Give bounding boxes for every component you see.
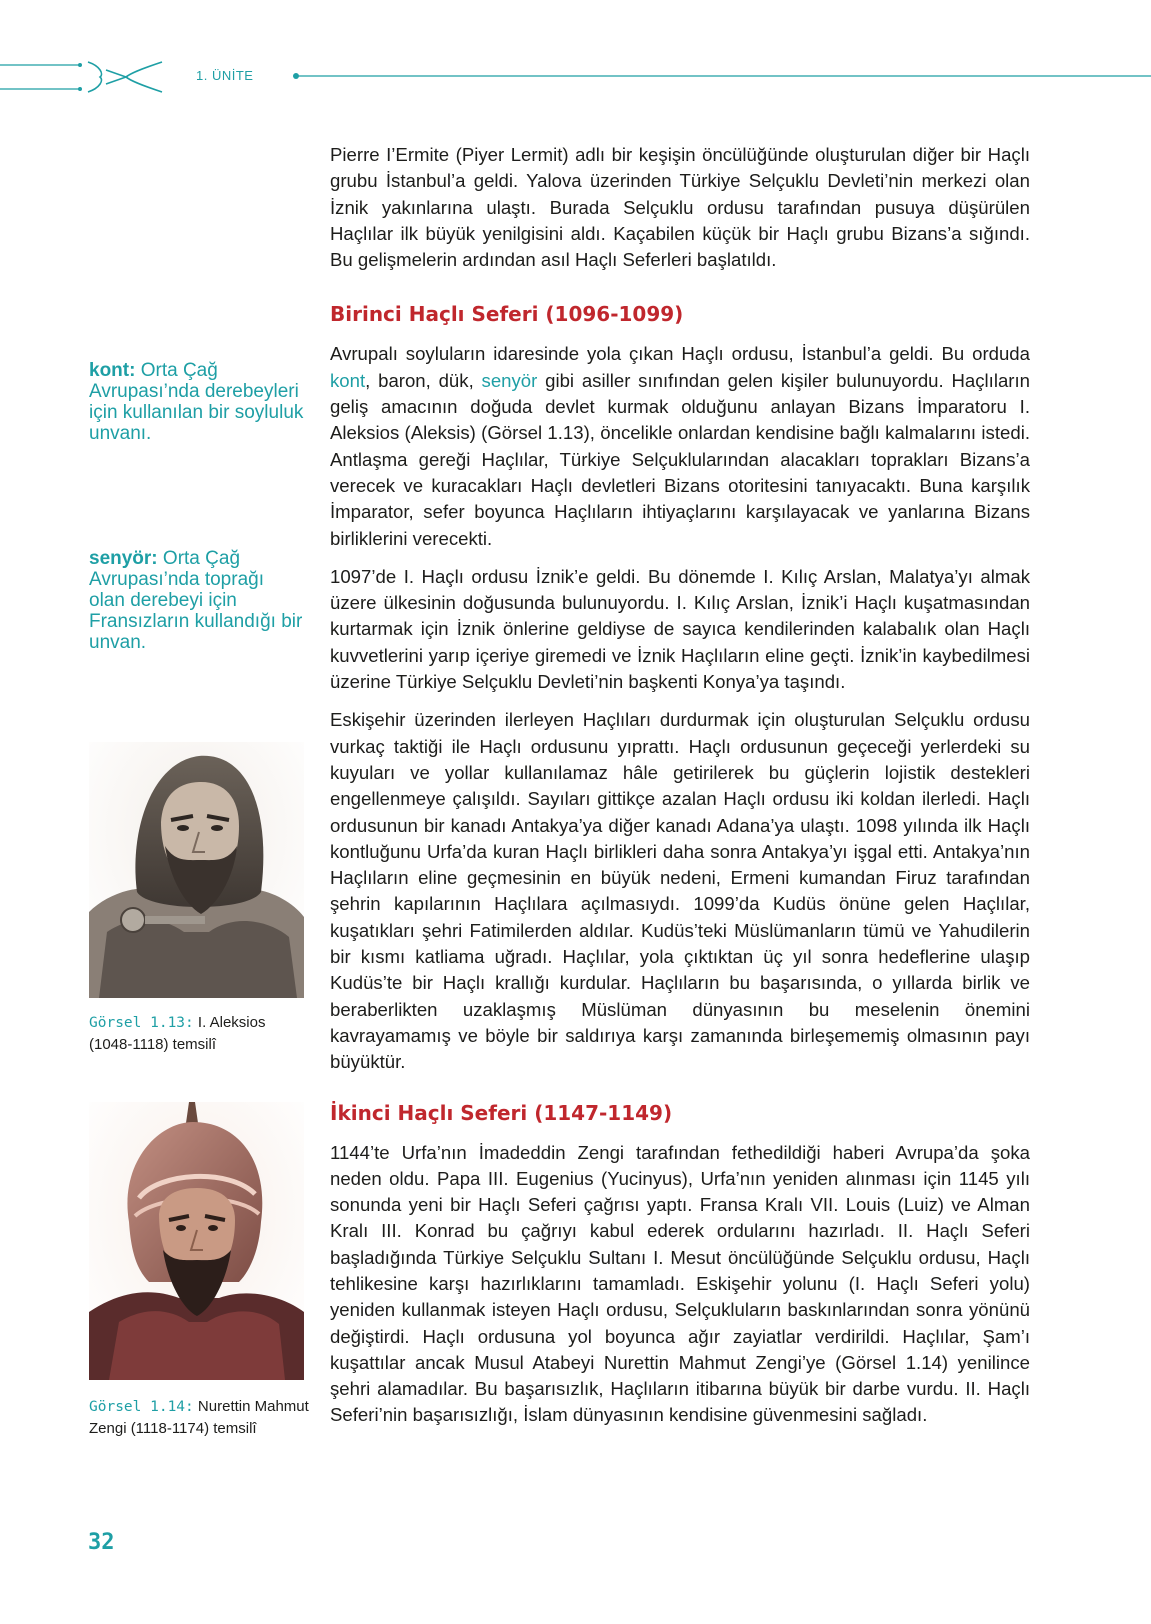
paragraph-text: Avrupalı soyluların idaresinde yola çıkan Haçlı ordusu, İstanbul’a geldi. Bu orduda bbox=[330, 343, 1030, 365]
paragraph: 1144’te Urfa’nın İmadeddin Zengi tarafından fethedildiği haberi Avrupa’da şoka neden oldu. Papa III. Eugenius (Yucinyus), Urfa’nın yeniden alınması için 1145 yılı sonunda yeni bir Haçlı Seferi çağrısı yaptı. Fransa Kralı VII. Louis (Luiz) ve Alman Kralı III. Konrad bu çağrıyı kabul ederek ordularını hazırladı. II. Haçlı Seferi başladığında Türkiye Selçuklu Sultanı I. Mesut öncülüğünde Selçuklu ordusu, Haçlı tehlikesine karşı hazırlıklarını tamamladı. Eskişehir yolunu (I. Haçlı Seferi yolu) yeniden kullanmak isteyen Haçlı ordusu, Selçukluların baskınlarından sonra yönünü değiştirdi. Haçlı ordusuna yol boyunca ağır zayiatlar verdirildi. Haçlılar, Şam’ı kuşattılar ancak Musul Atabeyi Nurettin Mahmut Zengi’ye (Görsel 1.14) yenilince şehri alamadılar. Bu başarısızlık, Haçlıların itibarına büyük bir darbe vurdu. II. Haçlı Seferi’nin başarısızlığı, İslam dünyasının kendisine güvenmesini sağladı. bbox=[330, 1141, 1030, 1426]
glossary-term: senyör: bbox=[89, 548, 158, 569]
figure-caption-text: I. Aleksios (1048-1118) temsilî bbox=[89, 1014, 266, 1053]
term-senyor: senyör bbox=[481, 369, 538, 391]
glossary-definition: Orta Çağ Avrupası’nda derebeyleri için kullanılan bir soyluluk unvanı. bbox=[89, 360, 304, 444]
glossary-note-senyor bbox=[89, 548, 304, 653]
paragraph-text: gibi asiller sınıfından gelen kişiler bulunuyordu. Haçlıların geliş amacının doğuda devlet kurmak olduğunu anlayan Bizans İmparatoru I. Aleksios (Aleksis) (Görsel 1.13), öncelikle onlardan kendisine bağlı kalmalarını istedi. Antlaşma gereği Haçlılar, Türkiye Selçuklularından alacakları toprakları Bizans’a verecek ve kuracakları Haçlı devletleri Bizans otoritesini tanıyacaktı. Buna karşılık İmparator, sefer boyunca Haçlıların ihtiyaçlarını karşılayacak ve yanlarına Bizans birliklerini verecekti. bbox=[330, 369, 1030, 549]
paragraph bbox=[330, 341, 1030, 551]
figure-label: Görsel 1.13: bbox=[89, 1015, 194, 1031]
section-heading-first-crusade: Birinci Haçlı Seferi (1096-1099) bbox=[330, 302, 684, 327]
arrow-ornament-icon bbox=[0, 0, 1151, 110]
portrait-aleksios-image bbox=[89, 742, 304, 1003]
paragraph-text: , baron, dük, bbox=[365, 369, 482, 391]
figure-label: Görsel 1.14: bbox=[89, 1399, 194, 1415]
glossary-definition: Orta Çağ Avrupası’nda toprağı olan derebeyi için Fransızların kullandığı bir unvan. bbox=[89, 548, 303, 653]
intro-paragraph: Pierre I’Ermite (Piyer Lermit) adlı bir keşişin öncülüğünde oluşturulan diğer bir Haçlı grubu İstanbul’a geldi. Yalova üzerinden Türkiye Selçuklu Devleti’nin merkezi olan İznik yakınlarına ulaştı. Burada Selçuklu ordusu tarafından pusuya düşürülen Haçlılar ilk büyük yenilgisini aldı. Kaçabilen küçük bir Haçlı grubu Bizans’a sığındı. Bu gelişmelerin ardından asıl Haçlı Seferleri başlatıldı. bbox=[330, 144, 1030, 271]
section-heading-second-crusade: İkinci Haçlı Seferi (1147-1149) bbox=[330, 1100, 673, 1125]
paragraph: 1097’de I. Haçlı ordusu İznik’e geldi. Bu dönemde I. Kılıç Arslan, Malatya’yı almak üzere ülkesinin doğusunda bulunuyordu. I. Kılıç Arslan, İznik’i Haçlı kuşatmasından kurtarmak için İznik önlerine geldiyse de sayıca kendilerinden kalabalık olan Haçlı kuvvetlerini yarıp içeriye giremedi ve İznik Haçlıların eline geçti. İznik’in kaybedilmesi üzerine Türkiye Selçuklu Devleti’nin başkenti Konya’ya taşındı. bbox=[330, 565, 1030, 693]
main-text-column bbox=[330, 142, 1030, 1441]
page-number: 32 bbox=[88, 1530, 115, 1555]
portrait-nurettin-image bbox=[89, 1102, 304, 1385]
term-kont: kont bbox=[330, 369, 366, 391]
glossary-note-kont bbox=[89, 360, 304, 444]
page-header bbox=[0, 0, 1151, 110]
unit-label: 1. ÜNİTE bbox=[196, 68, 254, 83]
figure-caption-1-14 bbox=[89, 1396, 309, 1439]
figure-caption-1-13 bbox=[89, 1012, 309, 1055]
glossary-term: kont: bbox=[89, 360, 136, 381]
figure-caption-text: Nurettin Mahmut Zengi (1118-1174) temsilî bbox=[89, 1398, 309, 1437]
paragraph: Eskişehir üzerinden ilerleyen Haçlıları durdurmak için oluşturulan Selçuklu ordusu vurkaç taktiği ile Haçlı ordusunu yıprattı. Haçlı ordusunun geçeceği yerlerdeki su kuyuları ve yollar kullanılamaz hâle getirilerek bu güçlerin lojistik destekleri engellenmeye çalışıldı. Sayıları gittikçe azalan Haçlı ordusu iki koldan ilerledi. Haçlı ordusunun bir kanadı Antakya’ya diğer kanadı Adana’ya ulaştı. 1098 yılında ilk Haçlı kontluğunu Urfa’da kuran Haçlı birlikleri daha sonra Antakya’yı işgal etti. Antakya’nın Haçlıların eline geçmesinin en büyük nedeni, Ermeni kumandan Firuz tarafından şehrin kapılarının Haçlılara açılmasıydı. 1099’da Kudüs önüne gelen Haçlılar, kuşatıkları şehri Fatimilerden aldılar. Kudüs’teki Müslümanların tümü ve Yahudilerin bir kısmı katliama uğradı. Haçlılar, yola çıktıktan üç yıl sonra hedeflerine ulaşıp Kudüs’te bir Haçlı krallığı kurdular. Haçlıların bu başarısında, o yıllarda birlik ve beraberlikten uzaklaşmış Müslüman dünyasının bu meselenin önemini kavrayamamış ve böyle bir saldırıya karşı zamanında birleşememiş olmasının payı büyüktür. bbox=[330, 709, 1030, 1073]
